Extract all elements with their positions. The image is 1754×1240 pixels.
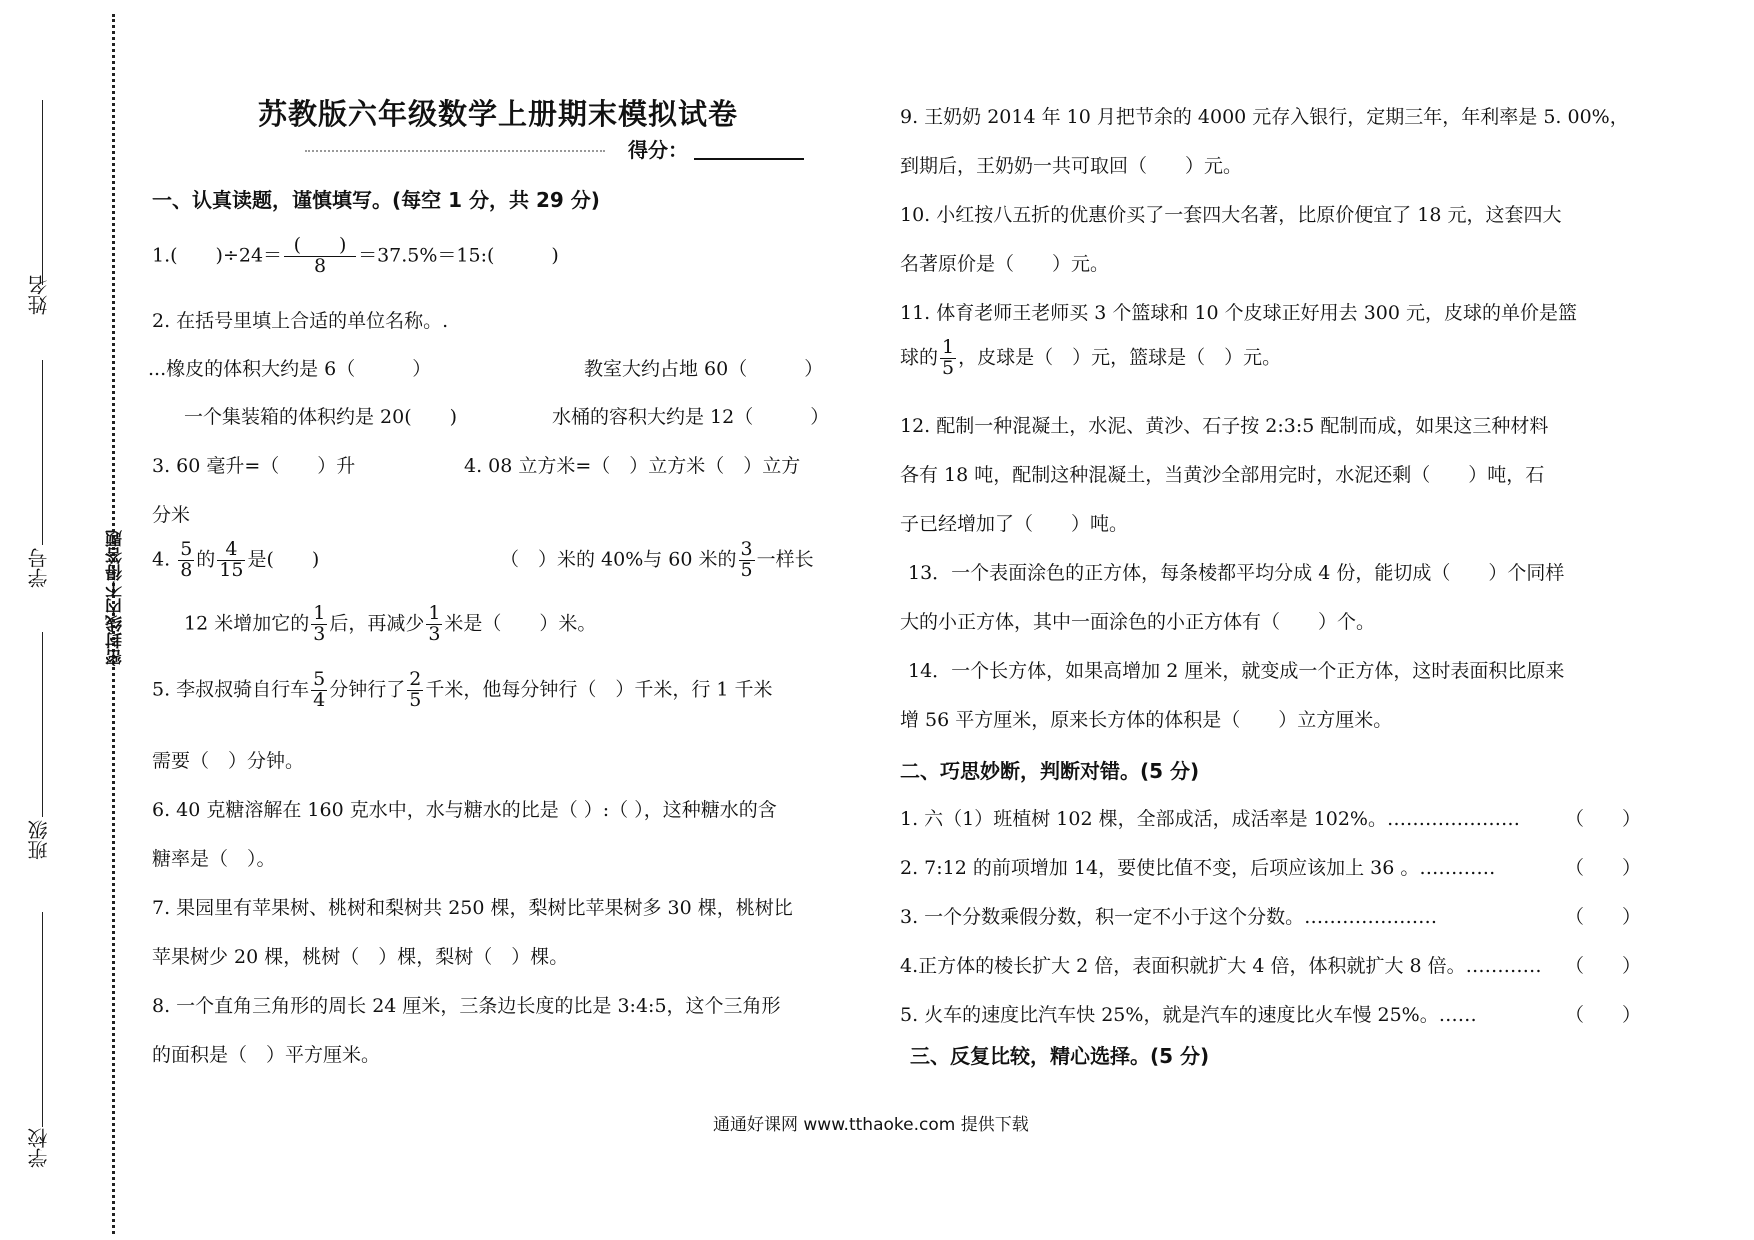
footer-credit: 通通好课网 www.tthaoke.com 提供下载: [713, 1115, 1029, 1135]
judge-5: 5. 火车的速度比汽车快 25%，就是汽车的速度比火车慢 25%。……: [900, 1004, 1477, 1026]
q5-f1-den: 4: [313, 688, 326, 711]
question-4b: [500, 540, 814, 581]
q1-part-a: 1.( )÷24＝: [152, 244, 283, 267]
q11-fraction: [940, 338, 956, 379]
question-8b: 的面积是（ ）平方厘米。: [152, 1044, 381, 1066]
question-11a: 11. 体育老师王老师买 3 个篮球和 10 个皮球正好用去 300 元，皮球的单价是篮: [900, 302, 1578, 324]
name-line: [42, 100, 43, 285]
question-13b: 大的小正方体，其中一面涂色的小正方体有（ ）个。: [900, 611, 1376, 633]
q4-fraction-1: [178, 540, 194, 581]
q4-f5-den: 3: [428, 622, 441, 645]
judge-4: 4.正方体的棱长扩大 2 倍，表面积就扩大 4 倍，体积就扩大 8 倍。…………: [900, 955, 1542, 977]
q1-denominator: 8: [314, 254, 327, 277]
q4-f4-den: 3: [313, 622, 326, 645]
q4-f1-num: 5: [180, 538, 193, 560]
question-14a: 14．一个长方体，如果高增加 2 厘米，就变成一个正方体，这时表面积比原来: [908, 660, 1565, 682]
question-11b: [900, 338, 1281, 379]
judge-3-paren: （ ）: [1565, 906, 1642, 928]
seal-warning: 密封线内不得答题: [106, 530, 126, 666]
section2-heading: 二、巧思妙断，判断对错。(5 分): [900, 759, 1200, 783]
question-7b: 苹果树少 20 棵，桃树（ ）棵，梨树（ ）棵。: [152, 946, 569, 968]
judge-1: 1. 六（1）班植树 102 棵，全部成活，成活率是 102%。…………………: [900, 808, 1520, 830]
question-1: [152, 236, 559, 277]
id-line: [42, 360, 43, 545]
question-13a: 13．一个表面涂色的正方体，每条棱都平均分成 4 份，能切成（ ）个同样: [908, 562, 1565, 584]
school-line: [42, 912, 43, 1127]
q4-fraction-3: [739, 540, 755, 581]
section1-heading: 一、认真读题，谨慎填写。(每空 1 分，共 29 分): [152, 188, 600, 212]
score-label: 得分：: [628, 138, 688, 162]
class-label: 班级: [27, 820, 51, 860]
exam-title: 苏教版六年级数学上册期末模拟试卷: [258, 97, 739, 131]
id-label: 学号: [27, 548, 51, 588]
q4-fraction-5: [426, 604, 442, 645]
question-5a: [152, 670, 773, 711]
class-line: [42, 632, 43, 817]
q1-numerator: ( ): [284, 236, 356, 257]
question-2d: 水桶的容积大约是 12（ ）: [552, 406, 830, 428]
q5-f2-num: 2: [409, 668, 422, 690]
q11-text-2: ，皮球是（ ）元，篮球是（ ）元。: [958, 346, 1282, 369]
q4b-tail: 一样长: [756, 548, 814, 571]
question-2b: 教室大约占地 60（ ）: [584, 358, 824, 380]
question-3b: 4. 08 立方米=（ ）立方米（ ）立方: [464, 455, 801, 477]
question-7a: 7. 果园里有苹果树、桃树和梨树共 250 棵，梨树比苹果树多 30 棵，桃树比: [152, 897, 793, 919]
q1-fraction: [284, 236, 356, 277]
name-label: 姓名: [27, 275, 51, 315]
q4-f2-den: 15: [219, 558, 244, 581]
question-10a: 10. 小红按八五折的优惠价买了一套四大名著，比原价便宜了 18 元，这套四大: [900, 204, 1562, 226]
question-14b: 增 56 平方厘米，原来长方体的体积是（ ）立方厘米。: [900, 709, 1393, 731]
q4-f3-den: 5: [740, 558, 753, 581]
judge-2: 2. 7:12 的前项增加 14，要使比值不变，后项应该加上 36 。…………: [900, 857, 1496, 879]
q4c-text-1: 12 米增加它的: [184, 612, 310, 635]
question-6a: 6. 40 克糖溶解在 160 克水中，水与糖水的比是（ ）:（ ），这种糖水的含: [152, 799, 777, 821]
q11-text-1: 球的: [900, 346, 939, 369]
q5-fraction-2: [407, 670, 423, 711]
q5-text-3: 千米，他每分钟行（ ）千米，行 1 千米: [425, 678, 773, 701]
q4-f2-num: 4: [217, 540, 245, 561]
score-blank: [694, 158, 804, 160]
q4c-text-3: 米是（ ）米。: [444, 612, 597, 635]
q1-part-b: ＝37.5%＝15:( ): [358, 244, 559, 267]
question-3: 3. 60 毫升=（ ）升: [152, 455, 356, 477]
question-6b: 糖率是（ ）。: [152, 848, 276, 870]
q4c-text-2: 后，再减少: [329, 612, 425, 635]
school-label: 学校: [27, 1128, 51, 1168]
q4-f4-num: 1: [313, 602, 326, 624]
q4-is: 是( ): [247, 548, 320, 571]
section3-heading: 三、反复比较，精心选择。(5 分): [910, 1044, 1210, 1068]
q5-text-2: 分钟行了: [329, 678, 406, 701]
judge-4-paren: （ ）: [1565, 955, 1642, 977]
q4-fraction-2: [217, 540, 245, 581]
q5-f1-num: 5: [313, 668, 326, 690]
q4-f3-num: 3: [740, 538, 753, 560]
judge-2-paren: （ ）: [1565, 857, 1642, 879]
q5-text-1: 5. 李叔叔骑自行车: [152, 678, 310, 701]
q11-f-num: 1: [942, 336, 955, 358]
question-9a: 9. 王奶奶 2014 年 10 月把节余的 4000 元存入银行，定期三年，年利率是 5. 00%，: [900, 106, 1629, 128]
judge-5-paren: （ ）: [1565, 1004, 1642, 1026]
q4-number: 4.: [152, 548, 171, 571]
q4-f1-den: 8: [180, 558, 193, 581]
question-10b: 名著原价是（ ）元。: [900, 253, 1110, 275]
q5-fraction-1: [311, 670, 327, 711]
question-2: 2. 在括号里填上合适的单位名称。.: [152, 310, 449, 332]
q4-fraction-4: [311, 604, 327, 645]
question-5b: 需要（ ）分钟。: [152, 750, 305, 772]
question-4a: [152, 540, 319, 581]
question-8a: 8. 一个直角三角形的周长 24 厘米，三条边长度的比是 3:4:5，这个三角形: [152, 995, 781, 1017]
question-4c: [184, 604, 596, 645]
question-9b: 到期后，王奶奶一共可取回（ ）元。: [900, 155, 1243, 177]
question-12a: 12. 配制一种混凝土，水泥、黄沙、石子按 2:3:5 配制而成，如果这三种材料: [900, 415, 1549, 437]
q4-f5-num: 1: [428, 602, 441, 624]
question-12c: 子已经增加了（ ）吨。: [900, 513, 1129, 535]
q4-of: 的: [196, 548, 216, 571]
q11-f-den: 5: [942, 356, 955, 379]
question-2c: 一个集装箱的体积约是 20( ): [184, 406, 458, 428]
dotted-divider: [305, 150, 605, 152]
question-12b: 各有 18 吨，配制这种混凝土，当黄沙全部用完时，水泥还剩（ ）吨，石: [900, 464, 1545, 486]
question-3c: 分米: [152, 504, 191, 526]
q4b-text: （ ）米的 40%与 60 米的: [500, 548, 737, 571]
judge-3: 3. 一个分数乘假分数，积一定不小于这个分数。…………………: [900, 906, 1438, 928]
question-2a: ...橡皮的体积大约是 6（ ）: [148, 358, 432, 380]
q5-f2-den: 5: [409, 688, 422, 711]
judge-1-paren: （ ）: [1565, 808, 1642, 830]
